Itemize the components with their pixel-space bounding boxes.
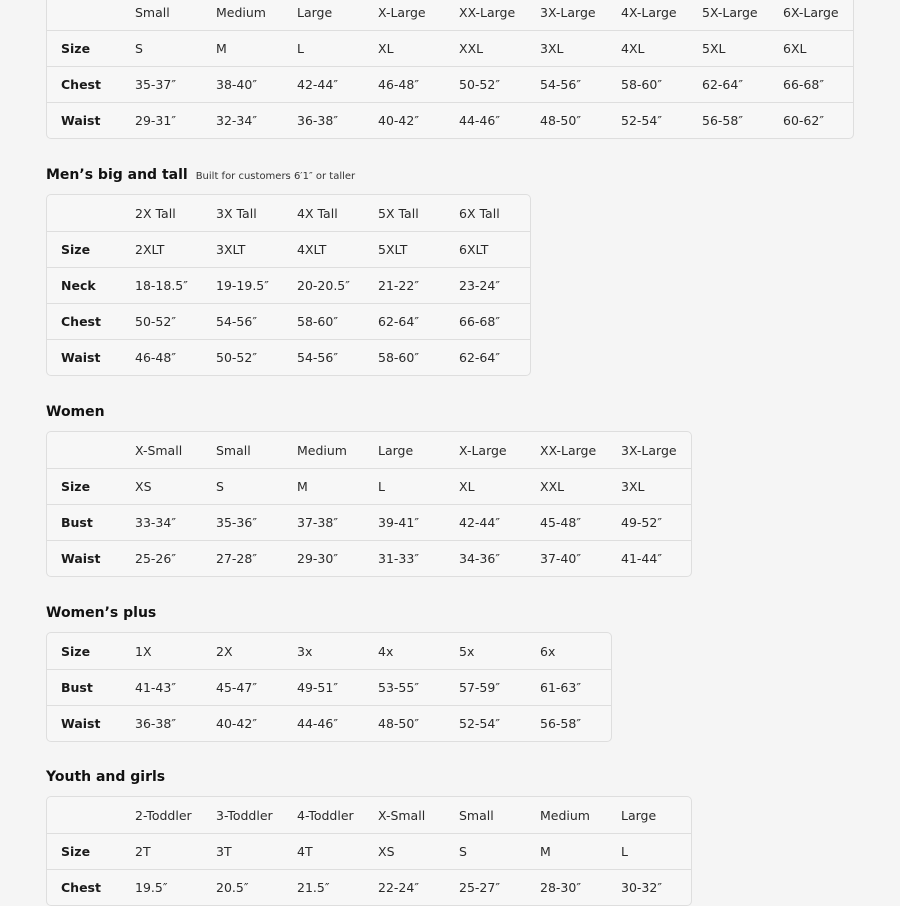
table-cell: 4XLT xyxy=(297,242,327,257)
table-cell: 5XL xyxy=(702,41,726,56)
row-header-cell: Size xyxy=(61,41,91,56)
row-header-cell: Neck xyxy=(61,278,96,293)
table-cell: X-Small xyxy=(135,442,183,458)
table-cell: 35-37″ xyxy=(135,77,176,92)
table-cell: 2X Tall xyxy=(135,205,176,221)
table-cell: 61-63″ xyxy=(540,680,581,695)
table-cell: 66-68″ xyxy=(783,77,824,92)
table-row xyxy=(47,66,853,102)
row-header-cell: Bust xyxy=(61,680,93,695)
table-cell: 54-56″ xyxy=(216,314,257,329)
table-header-row xyxy=(47,797,691,833)
table-cell: 40-42″ xyxy=(378,113,419,128)
table-cell: 62-64″ xyxy=(378,314,419,329)
row-header-cell: Bust xyxy=(61,515,93,530)
row-header-cell: Chest xyxy=(61,77,101,92)
table-cell: 3x xyxy=(297,643,313,659)
table-cell: 21.5″ xyxy=(297,880,330,895)
table-cell: L xyxy=(621,844,628,859)
table-row xyxy=(47,339,530,375)
table-cell: 20-20.5″ xyxy=(297,278,350,293)
table-cell: 29-30″ xyxy=(297,551,338,566)
row-header-cell: Size xyxy=(61,242,91,257)
table-row xyxy=(47,303,530,339)
womens-plus-size-table xyxy=(46,632,612,742)
table-cell: 20.5″ xyxy=(216,880,249,895)
table-cell: 46-48″ xyxy=(135,350,176,365)
table-cell: 19.5″ xyxy=(135,880,168,895)
table-cell: 38-40″ xyxy=(216,77,257,92)
table-cell: S xyxy=(135,41,143,56)
table-cell: 2T xyxy=(135,844,151,859)
table-cell: 3-Toddler xyxy=(216,807,273,823)
row-header-cell: Chest xyxy=(61,314,101,329)
table-cell: 5x xyxy=(459,643,475,659)
table-cell: XX-Large xyxy=(540,442,597,458)
table-header-row xyxy=(47,195,530,231)
table-cell: 3X Tall xyxy=(216,205,257,221)
table-cell: 49-52″ xyxy=(621,515,662,530)
table-cell: XL xyxy=(378,41,394,56)
table-cell: 49-51″ xyxy=(297,680,338,695)
table-cell: X-Large xyxy=(459,442,507,458)
table-cell: 6X Tall xyxy=(459,205,500,221)
table-row xyxy=(47,267,530,303)
table-row xyxy=(47,102,853,138)
table-cell: 3XLT xyxy=(216,242,246,257)
table-cell: 4-Toddler xyxy=(297,807,354,823)
table-cell: 60-62″ xyxy=(783,113,824,128)
table-cell: 2X xyxy=(216,643,233,659)
table-cell: 58-60″ xyxy=(378,350,419,365)
table-cell: 25-26″ xyxy=(135,551,176,566)
section-title-mens-big-tall xyxy=(46,166,355,186)
table-cell: S xyxy=(216,479,224,494)
table-cell: 6XLT xyxy=(459,242,489,257)
table-cell: 50-52″ xyxy=(216,350,257,365)
table-cell: S xyxy=(459,844,467,859)
row-header-cell: Waist xyxy=(61,551,101,566)
table-row xyxy=(47,833,691,869)
table-cell: 36-38″ xyxy=(297,113,338,128)
table-cell: X-Small xyxy=(378,807,426,823)
table-row xyxy=(47,468,691,504)
table-cell: XS xyxy=(378,844,395,859)
table-cell: 1X xyxy=(135,643,152,659)
row-header-cell: Waist xyxy=(61,716,101,731)
table-cell: 66-68″ xyxy=(459,314,500,329)
table-cell: 3XL xyxy=(621,479,645,494)
table-cell: 35-36″ xyxy=(216,515,257,530)
table-cell: 37-40″ xyxy=(540,551,581,566)
table-cell: Large xyxy=(297,4,333,20)
table-cell: 28-30″ xyxy=(540,880,581,895)
table-cell: 62-64″ xyxy=(702,77,743,92)
table-cell: 33-34″ xyxy=(135,515,176,530)
table-cell: 42-44″ xyxy=(297,77,338,92)
table-row xyxy=(47,705,611,741)
table-cell: 3X-Large xyxy=(621,442,677,458)
table-cell: 25-27″ xyxy=(459,880,500,895)
table-cell: L xyxy=(378,479,385,494)
table-cell: X-Large xyxy=(378,4,426,20)
table-cell: Medium xyxy=(540,807,590,823)
table-cell: 53-55″ xyxy=(378,680,419,695)
table-cell: 6XL xyxy=(783,41,807,56)
table-cell: 19-19.5″ xyxy=(216,278,269,293)
table-cell: 30-32″ xyxy=(621,880,662,895)
table-header-row xyxy=(47,432,691,468)
table-cell: Large xyxy=(378,442,414,458)
table-cell: L xyxy=(297,41,304,56)
table-cell: 4X-Large xyxy=(621,4,677,20)
table-cell: 34-36″ xyxy=(459,551,500,566)
table-cell: M xyxy=(297,479,308,494)
table-cell: 57-59″ xyxy=(459,680,500,695)
table-cell: 3XL xyxy=(540,41,564,56)
section-title-women: Women xyxy=(46,404,105,420)
table-cell: 40-42″ xyxy=(216,716,257,731)
table-cell: Medium xyxy=(297,442,347,458)
table-row xyxy=(47,231,530,267)
table-cell: 6X-Large xyxy=(783,4,839,20)
table-cell: 22-24″ xyxy=(378,880,419,895)
table-cell: XS xyxy=(135,479,152,494)
table-row xyxy=(47,504,691,540)
table-cell: 54-56″ xyxy=(540,77,581,92)
table-cell: 56-58″ xyxy=(540,716,581,731)
table-cell: XL xyxy=(459,479,475,494)
table-cell: 50-52″ xyxy=(459,77,500,92)
table-cell: M xyxy=(540,844,551,859)
table-cell: 36-38″ xyxy=(135,716,176,731)
table-cell: 4XL xyxy=(621,41,645,56)
table-cell: 41-44″ xyxy=(621,551,662,566)
table-row xyxy=(47,669,611,705)
youth-girls-size-table xyxy=(46,796,692,906)
table-cell: Medium xyxy=(216,4,266,20)
row-header-cell: Waist xyxy=(61,350,101,365)
table-cell: 50-52″ xyxy=(135,314,176,329)
table-cell: 52-54″ xyxy=(459,716,500,731)
table-cell: 2XLT xyxy=(135,242,165,257)
table-header-row xyxy=(47,0,853,30)
row-header-cell: Size xyxy=(61,844,91,859)
table-cell: 48-50″ xyxy=(378,716,419,731)
table-cell: 4x xyxy=(378,643,394,659)
table-cell: 42-44″ xyxy=(459,515,500,530)
table-cell: 6x xyxy=(540,643,556,659)
table-cell: 2-Toddler xyxy=(135,807,192,823)
table-cell: 52-54″ xyxy=(621,113,662,128)
table-cell: 62-64″ xyxy=(459,350,500,365)
table-cell: 27-28″ xyxy=(216,551,257,566)
table-row xyxy=(47,30,853,66)
table-cell: Small xyxy=(216,442,251,458)
table-cell: 21-22″ xyxy=(378,278,419,293)
section-title-text: Men’s big and tall xyxy=(46,167,188,183)
table-cell: 41-43″ xyxy=(135,680,176,695)
section-subtitle: Built for customers 6′1″ or taller xyxy=(195,171,356,182)
table-cell: 44-46″ xyxy=(297,716,338,731)
table-cell: Small xyxy=(135,4,170,20)
table-cell: 48-50″ xyxy=(540,113,581,128)
mens-size-table xyxy=(46,0,854,139)
table-cell: 3X-Large xyxy=(540,4,596,20)
table-cell: 37-38″ xyxy=(297,515,338,530)
row-header-cell: Size xyxy=(61,479,91,494)
table-cell: 23-24″ xyxy=(459,278,500,293)
table-cell: 3T xyxy=(216,844,232,859)
table-cell: 5XLT xyxy=(378,242,408,257)
table-row xyxy=(47,633,611,669)
table-cell: XX-Large xyxy=(459,4,516,20)
table-cell: XXL xyxy=(459,41,484,56)
table-cell: 39-41″ xyxy=(378,515,419,530)
row-header-cell: Chest xyxy=(61,880,101,895)
row-header-cell: Waist xyxy=(61,113,101,128)
table-cell: 4T xyxy=(297,844,313,859)
section-title-youth-girls: Youth and girls xyxy=(46,769,166,785)
table-cell: 54-56″ xyxy=(297,350,338,365)
table-cell: 56-58″ xyxy=(702,113,743,128)
table-cell: 45-47″ xyxy=(216,680,257,695)
table-cell: Small xyxy=(459,807,494,823)
row-header-cell: Size xyxy=(61,643,91,659)
table-cell: 32-34″ xyxy=(216,113,257,128)
section-title-womens-plus: Women’s plus xyxy=(46,605,157,621)
table-cell: XXL xyxy=(540,479,565,494)
table-cell: 18-18.5″ xyxy=(135,278,188,293)
table-row xyxy=(47,540,691,576)
table-cell: 46-48″ xyxy=(378,77,419,92)
table-cell: 5X Tall xyxy=(378,205,419,221)
table-cell: 31-33″ xyxy=(378,551,419,566)
table-cell: 4X Tall xyxy=(297,205,338,221)
table-cell: 5X-Large xyxy=(702,4,758,20)
table-cell: 58-60″ xyxy=(621,77,662,92)
table-cell: 58-60″ xyxy=(297,314,338,329)
table-cell: 45-48″ xyxy=(540,515,581,530)
table-cell: 29-31″ xyxy=(135,113,176,128)
table-cell: 44-46″ xyxy=(459,113,500,128)
table-cell: M xyxy=(216,41,227,56)
mens-big-tall-size-table xyxy=(46,194,531,376)
table-cell: Large xyxy=(621,807,657,823)
women-size-table xyxy=(46,431,692,577)
